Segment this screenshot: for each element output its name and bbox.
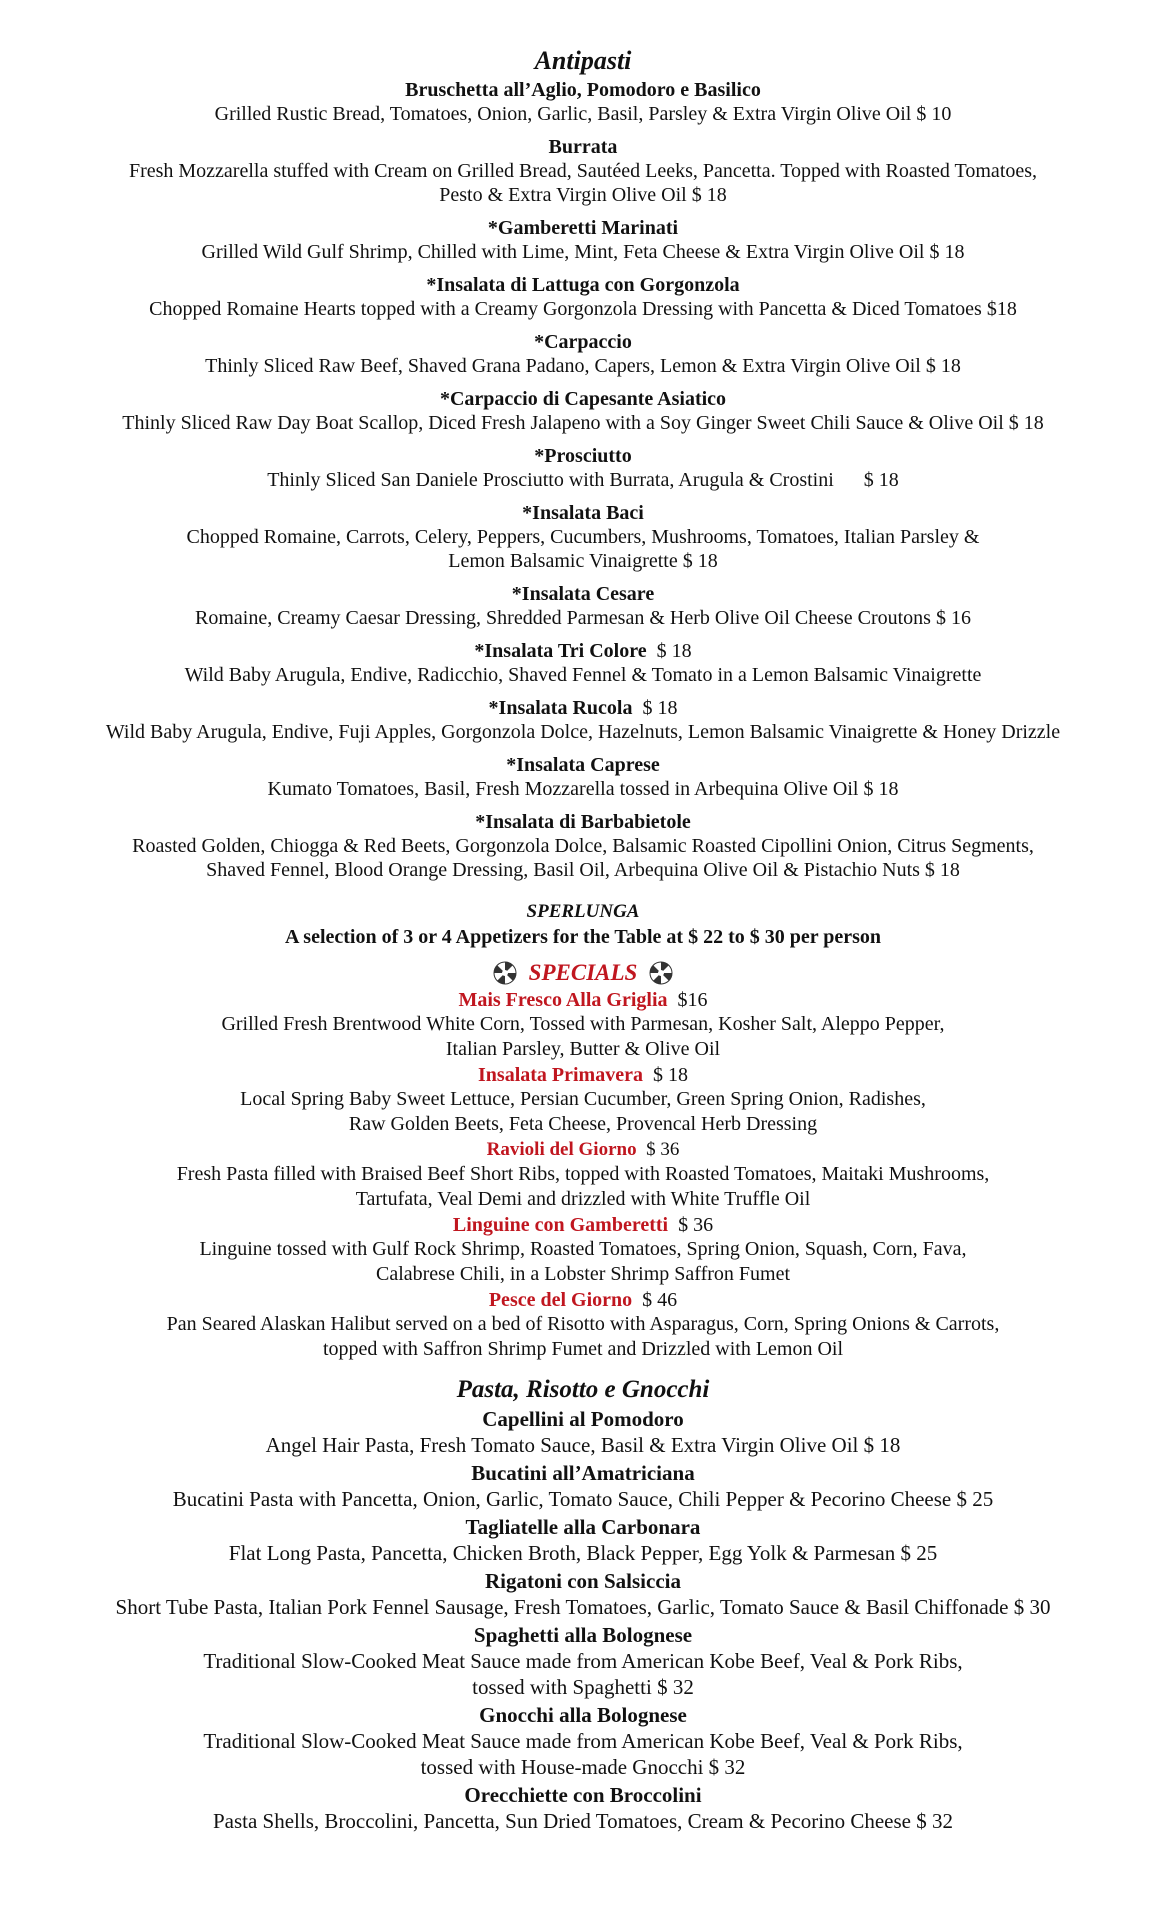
menu-item-description: Calabrese Chili, in a Lobster Shrimp Saffron Fumet <box>375 1263 790 1285</box>
menu-item-description: Thinly Sliced Raw Day Boat Scallop, Diced Fresh Jalapeno with a Soy Ginger Sweet Chili Sauce & Olive Oil $ 18 <box>122 412 1044 434</box>
menu-item-name: *Insalata di Lattuga con Gorgonzola <box>426 274 740 296</box>
menu-item-description: topped with Saffron Shrimp Fumet and Drizzled with Lemon Oil <box>322 1338 844 1360</box>
menu-item-name: *Insalata Tri Colore <box>474 640 647 662</box>
menu-item <box>0 501 1166 573</box>
menu-item-description: Fresh Pasta filled with Braised Beef Short Ribs, topped with Roasted Tomatoes, Maitaki Mushrooms, <box>176 1163 990 1185</box>
menu-item-description: Thinly Sliced San Daniele Prosciutto with Burrata, Arugula & Crostini $ 18 <box>267 469 899 491</box>
menu-item-name-row <box>0 1406 1166 1432</box>
menu-item <box>0 444 1166 492</box>
menu-item-name: Spaghetti alla Bolognese <box>473 1623 693 1647</box>
menu-item-description: Grilled Fresh Brentwood White Corn, Tossed with Parmesan, Kosher Salt, Aleppo Pepper, <box>221 1013 945 1035</box>
menu-item-description: Pan Seared Alaskan Halibut served on a bed of Risotto with Asparagus, Corn, Spring Onions & Carrots, <box>166 1313 1000 1335</box>
menu-item-description: Flat Long Pasta, Pancetta, Chicken Broth, Black Pepper, Egg Yolk & Parmesan $ 25 <box>228 1541 938 1565</box>
menu-item-name-row <box>0 753 1166 777</box>
menu-item-description: Wild Baby Arugula, Endive, Radicchio, Shaved Fennel & Tomato in a Lemon Balsamic Vinaigrette <box>184 664 982 686</box>
menu-item-name-row <box>0 988 1166 1012</box>
menu-item-name-row <box>0 696 1166 720</box>
menu-item <box>0 988 1166 1062</box>
menu-item-description: Traditional Slow-Cooked Meat Sauce made from American Kobe Beef, Veal & Pork Ribs, <box>203 1649 963 1673</box>
menu-item-name-row <box>0 1622 1166 1648</box>
menu-item-description: Pasta Shells, Broccolini, Pancetta, Sun Dried Tomatoes, Cream & Pecorino Cheese $ 32 <box>212 1809 953 1833</box>
menu-item-name-row <box>0 810 1166 834</box>
menu-item-price: $ 18 <box>656 640 692 662</box>
menu-item-price: $16 <box>677 989 708 1011</box>
menu-item-name: Pesce del Giorno <box>488 1289 633 1311</box>
menu-item-name: *Insalata Baci <box>522 502 644 524</box>
menu-item-name-row <box>0 1288 1166 1312</box>
antipasti-list <box>0 78 1166 882</box>
menu-item <box>0 330 1166 378</box>
menu-item-name: Mais Fresco Alla Griglia <box>458 989 668 1011</box>
pasta-list <box>0 1406 1166 1834</box>
menu-item-description: Thinly Sliced Raw Beef, Shaved Grana Padano, Capers, Lemon & Extra Virgin Olive Oil $ 18 <box>205 355 961 377</box>
menu-item-name: Orecchiette con Broccolini <box>464 1783 702 1807</box>
menu-item-description: Shaved Fennel, Blood Orange Dressing, Basil Oil, Arbequina Olive Oil & Pistachio Nuts $ 18 <box>206 859 960 881</box>
menu-item-name-row <box>0 78 1166 102</box>
menu-item-description: Wild Baby Arugula, Endive, Fuji Apples, Gorgonzola Dolce, Hazelnuts, Lemon Balsamic Vinaigrette & Honey Drizzle <box>105 721 1061 743</box>
menu-item-name: Capellini al Pomodoro <box>482 1407 684 1431</box>
menu-item-description: Raw Golden Beets, Feta Cheese, Provencal Herb Dressing <box>348 1113 818 1135</box>
menu-item <box>0 1138 1166 1212</box>
menu-item-name-row <box>0 1568 1166 1594</box>
menu-item-name: *Insalata di Barbabietole <box>475 811 691 833</box>
menu-item-name: *Carpaccio di Capesante Asiatico <box>439 388 727 410</box>
menu-item-description: Linguine tossed with Gulf Rock Shrimp, Roasted Tomatoes, Spring Onion, Squash, Corn, Fava, <box>199 1238 967 1260</box>
menu-item-price: $ 18 <box>642 697 678 719</box>
menu-item-description: Romaine, Creamy Caesar Dressing, Shredded Parmesan & Herb Olive Oil Cheese Croutons $ 16 <box>195 607 971 629</box>
sperlunga-desc: A selection of 3 or 4 Appetizers for the Table at $ 22 to $ 30 per person <box>284 926 882 948</box>
antipasti-title: Antipasti <box>534 46 632 75</box>
menu-item-name: *Insalata Cesare <box>511 583 655 605</box>
menu-item-description: Kumato Tomatoes, Basil, Fresh Mozzarella tossed in Arbequina Olive Oil $ 18 <box>267 778 899 800</box>
menu-item-name: Linguine con Gamberetti <box>452 1214 669 1236</box>
menu-item-name-row <box>0 1213 1166 1237</box>
menu-item <box>0 1406 1166 1458</box>
specials-title: SPECIALS <box>528 960 638 985</box>
menu-item-name: *Insalata Caprese <box>506 754 660 776</box>
menu-item-description: tossed with Spaghetti $ 32 <box>472 1675 694 1699</box>
menu-item-description: Angel Hair Pasta, Fresh Tomato Sauce, Basil & Extra Virgin Olive Oil $ 18 <box>265 1433 901 1457</box>
menu-item-description: Chopped Romaine Hearts topped with a Creamy Gorgonzola Dressing with Pancetta & Diced Tomatoes $18 <box>149 298 1017 320</box>
menu-item-name: Insalata Primavera <box>478 1064 643 1086</box>
menu-item-name: *Gamberetti Marinati <box>487 217 679 239</box>
menu-item <box>0 1213 1166 1287</box>
menu-item <box>0 1288 1166 1362</box>
menu-item-name-row <box>0 216 1166 240</box>
menu-item-description: Lemon Balsamic Vinaigrette $ 18 <box>448 550 718 572</box>
menu-item-description: Fresh Mozzarella stuffed with Cream on Grilled Bread, Sautéed Leeks, Pancetta. Topped with Roasted Tomatoes, <box>128 160 1038 182</box>
menu-item-name: Bucatini all’Amatriciana <box>471 1461 695 1485</box>
menu-item-description: Tartufata, Veal Demi and drizzled with White Truffle Oil <box>355 1188 811 1210</box>
menu-item <box>0 582 1166 630</box>
menu-item <box>0 1622 1166 1700</box>
menu-item-name: *Insalata Rucola <box>488 697 633 719</box>
menu-item-name: Burrata <box>548 136 618 158</box>
menu-item <box>0 1702 1166 1780</box>
menu-item <box>0 1782 1166 1834</box>
menu-item-name-row <box>0 444 1166 468</box>
menu-item <box>0 639 1166 687</box>
sperlunga-title: SPERLUNGA <box>526 901 640 922</box>
menu-item-name-row <box>0 330 1166 354</box>
menu-item <box>0 78 1166 126</box>
menu-item <box>0 135 1166 207</box>
menu-item-description: Chopped Romaine, Carrots, Celery, Peppers, Cucumbers, Mushrooms, Tomatoes, Italian Parsley & <box>186 526 980 548</box>
menu-item <box>0 216 1166 264</box>
menu-item-description: Italian Parsley, Butter & Olive Oil <box>445 1038 721 1060</box>
menu-item-description: Local Spring Baby Sweet Lettuce, Persian Cucumber, Green Spring Onion, Radishes, <box>240 1088 926 1110</box>
menu-item-price: $ 46 <box>642 1289 678 1311</box>
menu-item-description: Grilled Rustic Bread, Tomatoes, Onion, Garlic, Basil, Parsley & Extra Virgin Olive Oil $ 10 <box>214 103 952 125</box>
menu-item-name-row <box>0 1063 1166 1087</box>
menu-item-name-row <box>0 1138 1166 1162</box>
menu-item <box>0 387 1166 435</box>
swirl-icon <box>649 961 673 985</box>
menu-item-name-row <box>0 639 1166 663</box>
menu-item-name-row <box>0 135 1166 159</box>
menu-item-price: $ 36 <box>678 1214 714 1236</box>
menu-item-name: Bruschetta all’Aglio, Pomodoro e Basilico <box>405 79 761 101</box>
menu-item <box>0 696 1166 744</box>
menu-item <box>0 810 1166 882</box>
menu-item <box>0 1063 1166 1137</box>
menu-item-description: Roasted Golden, Chiogga & Red Beets, Gorgonzola Dolce, Balsamic Roasted Cipollini Onion, Citrus Segments, <box>132 835 1034 857</box>
menu-item-name-row <box>0 1460 1166 1486</box>
menu-item-name-row <box>0 1702 1166 1728</box>
menu-item-name: Rigatoni con Salsiccia <box>484 1569 681 1593</box>
menu-item <box>0 273 1166 321</box>
specials-list <box>0 988 1166 1362</box>
menu-item <box>0 1514 1166 1566</box>
menu-item-name-row <box>0 387 1166 411</box>
menu-item-price: $ 18 <box>652 1064 688 1086</box>
menu-item <box>0 753 1166 801</box>
menu-item-description: Traditional Slow-Cooked Meat Sauce made from American Kobe Beef, Veal & Pork Ribs, <box>203 1729 963 1753</box>
menu-item-description: Bucatini Pasta with Pancetta, Onion, Garlic, Tomato Sauce, Chili Pepper & Pecorino Cheese $ 25 <box>172 1487 994 1511</box>
menu-item-description: Short Tube Pasta, Italian Pork Fennel Sausage, Fresh Tomatoes, Garlic, Tomato Sauce & Basil Chiffonade $ 30 <box>115 1595 1051 1619</box>
menu-item-name: Gnocchi alla Bolognese <box>479 1703 687 1727</box>
menu-item-name-row <box>0 582 1166 606</box>
menu-item <box>0 1568 1166 1620</box>
menu-item-name: *Prosciutto <box>534 445 632 467</box>
menu-item <box>0 1460 1166 1512</box>
menu-item-name: Ravioli del Giorno <box>486 1139 637 1160</box>
menu-item-name-row <box>0 1782 1166 1808</box>
pasta-title: Pasta, Risotto e Gnocchi <box>456 1376 710 1403</box>
menu-item-name-row <box>0 501 1166 525</box>
menu-item-description: tossed with House-made Gnocchi $ 32 <box>420 1755 746 1779</box>
menu-item-description: Pesto & Extra Virgin Olive Oil $ 18 <box>439 184 727 206</box>
menu-item-name: Tagliatelle alla Carbonara <box>465 1515 701 1539</box>
swirl-icon <box>493 961 517 985</box>
menu-item-price: $ 36 <box>646 1139 680 1160</box>
menu-item-name-row <box>0 1514 1166 1540</box>
menu-item-description: Grilled Wild Gulf Shrimp, Chilled with Lime, Mint, Feta Cheese & Extra Virgin Olive Oil $ 18 <box>201 241 965 263</box>
menu-item-name: *Carpaccio <box>534 331 632 353</box>
menu-item-name-row <box>0 273 1166 297</box>
specials-heading <box>0 958 1166 988</box>
